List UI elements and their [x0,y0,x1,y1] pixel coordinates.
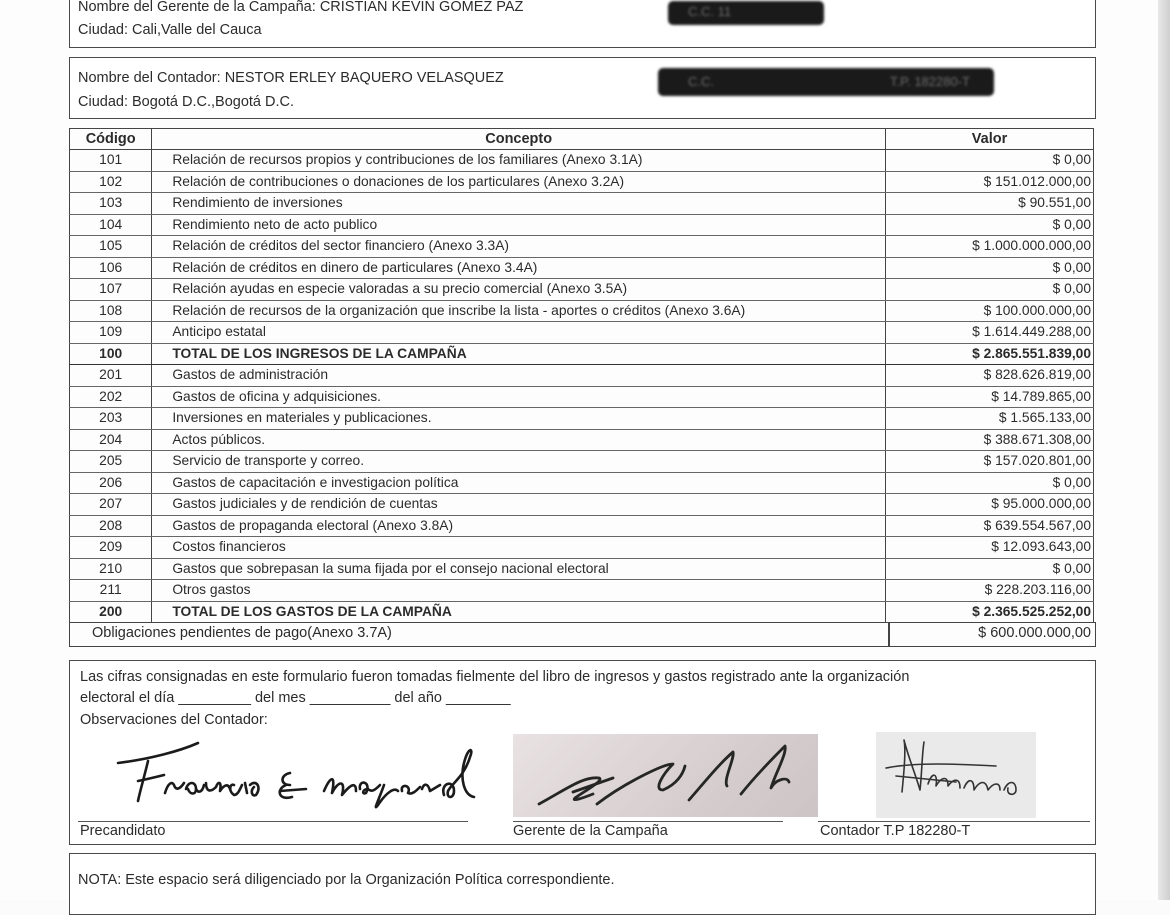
contador-caption: Contador T.P 182280-T [820,823,971,839]
row-concept: Anticipo estatal [152,322,886,344]
row-value: $ 95.000.000,00 [886,494,1094,516]
row-code: 206 [70,472,152,494]
certification-line-2: electoral el día _________ del mes __________ del año ________ [80,690,511,706]
nota-box [69,853,1096,915]
row-concept: Costos financieros [152,537,886,559]
contador-cc-text: C.C. [688,74,714,89]
row-value: $ 388.671.308,00 [886,429,1094,451]
precandidato-caption: Precandidato [80,823,166,839]
row-concept: Gastos de administración [152,365,886,387]
row-code: 204 [70,429,152,451]
row-code: 209 [70,537,152,559]
row-code: 201 [70,365,152,387]
table-row [70,386,1094,408]
table-row [70,365,1094,387]
observaciones-label: Observaciones del Contador: [80,712,268,728]
contador-signature [876,732,1036,818]
table-body [70,150,1094,623]
table-row [70,214,1094,236]
row-value: $ 828.626.819,00 [886,365,1094,387]
row-value: $ 0,00 [886,279,1094,301]
row-value: $ 2.365.525.252,00 [886,601,1094,623]
obligaciones-divider [888,623,890,646]
gerente-label: Nombre del Gerente de la Campaña: [78,0,316,15]
row-value: $ 151.012.000,00 [886,171,1094,193]
gerente-signature [513,734,818,817]
row-value: $ 0,00 [886,214,1094,236]
gerente-city-label: Ciudad: [78,22,128,38]
row-value: $ 90.551,00 [886,193,1094,215]
header-code: Código [70,129,152,150]
gerente-id-redacted: C.C. 11 [668,1,824,25]
header-value: Valor [886,129,1094,150]
contador-signature-strokes [876,732,1036,818]
table-header-row [70,129,1094,150]
row-concept: Rendimiento neto de acto publico [152,214,886,236]
gerente-caption: Gerente de la Campaña [513,823,668,839]
page-edge-shadow [1158,0,1170,900]
row-code: 207 [70,494,152,516]
row-code: 103 [70,193,152,215]
row-concept: Gastos de oficina y adquisiciones. [152,386,886,408]
row-code: 210 [70,558,152,580]
table-row [70,236,1094,258]
row-code: 104 [70,214,152,236]
contador-city: Bogotá D.C.,Bogotá D.C. [132,94,295,110]
contador-box [69,57,1096,119]
row-concept: Servicio de transporte y correo. [152,451,886,473]
row-value: $ 100.000.000,00 [886,300,1094,322]
row-concept: Relación ayudas en especie valoradas a su precio comercial (Anexo 3.5A) [152,279,886,301]
row-value: $ 639.554.567,00 [886,515,1094,537]
row-value: $ 1.565.133,00 [886,408,1094,430]
table-row [70,300,1094,322]
table-row [70,193,1094,215]
precandidato-signature [110,733,490,823]
row-code: 200 [70,601,152,623]
header-concept: Concepto [152,129,886,150]
obligaciones-row [69,622,1096,647]
gerente-signature-line [513,821,783,822]
contador-tp-text: T.P. 182280-T [890,74,970,89]
row-concept: Relación de créditos del sector financiero (Anexo 3.3A) [152,236,886,258]
row-code: 107 [70,279,152,301]
total-row [70,601,1094,623]
contador-label: Nombre del Contador: [78,70,221,86]
row-concept: Actos públicos. [152,429,886,451]
contador-name: NESTOR ERLEY BAQUERO VELASQUEZ [224,70,504,86]
row-value: $ 1.000.000.000,00 [886,236,1094,258]
income-expense-table [69,128,1094,623]
row-code: 205 [70,451,152,473]
row-concept: TOTAL DE LOS GASTOS DE LA CAMPAÑA [152,601,886,623]
table-row [70,537,1094,559]
row-concept: Inversiones en materiales y publicaciones. [152,408,886,430]
table-row [70,472,1094,494]
row-value: $ 2.865.551.839,00 [886,343,1094,365]
row-code: 109 [70,322,152,344]
row-code: 101 [70,150,152,172]
gerente-name: CRISTIAN KEVIN GOMEZ PAZ [319,0,524,15]
row-concept: Rendimiento de inversiones [152,193,886,215]
row-value: $ 0,00 [886,257,1094,279]
row-code: 203 [70,408,152,430]
table-row [70,171,1094,193]
table-row [70,322,1094,344]
row-value: $ 12.093.643,00 [886,537,1094,559]
table-row [70,150,1094,172]
row-code: 202 [70,386,152,408]
gerente-name-line [78,0,523,15]
table-row [70,279,1094,301]
row-concept: Relación de créditos en dinero de particulares (Anexo 3.4A) [152,257,886,279]
row-code: 108 [70,300,152,322]
table-row [70,494,1094,516]
row-value: $ 14.789.865,00 [886,386,1094,408]
table-row [70,580,1094,602]
certification-box [69,660,1096,845]
certification-line-1: Las cifras consignadas en este formulario fueron tomadas fielmente del libro de ingresos y gastos registrado ante la organización [80,669,910,685]
row-concept: Relación de recursos propios y contribuciones de los familiares (Anexo 3.1A) [152,150,886,172]
obligaciones-label: Obligaciones pendientes de pago(Anexo 3.7A) [92,625,392,641]
obligaciones-value: $ 600.000.000,00 [978,625,1091,641]
row-code: 211 [70,580,152,602]
table-row [70,408,1094,430]
gerente-box [69,0,1096,48]
row-concept: Otros gastos [152,580,886,602]
row-code: 106 [70,257,152,279]
table-row [70,451,1094,473]
row-value: $ 228.203.116,00 [886,580,1094,602]
row-concept: Gastos que sobrepasan la suma fijada por el consejo nacional electoral [152,558,886,580]
nota-text: NOTA: Este espacio será diligenciado por la Organización Política correspondiente. [78,872,615,888]
contador-id-redacted [658,68,994,96]
row-code: 100 [70,343,152,365]
row-code: 102 [70,171,152,193]
contador-name-line [78,70,504,86]
table-row [70,558,1094,580]
row-concept: Relación de contribuciones o donaciones de los particulares (Anexo 3.2A) [152,171,886,193]
contador-signature-line [818,821,1090,822]
table-row [70,429,1094,451]
row-concept: Relación de recursos de la organización que inscribe la lista - aportes o créditos (Anexo 3.6A) [152,300,886,322]
gerente-signature-strokes [513,734,818,817]
row-concept: Gastos judiciales y de rendición de cuentas [152,494,886,516]
contador-city-label: Ciudad: [78,94,128,110]
row-value: $ 157.020.801,00 [886,451,1094,473]
row-code: 105 [70,236,152,258]
contador-city-line [78,94,294,110]
row-value: $ 0,00 [886,150,1094,172]
table-row [70,515,1094,537]
row-code: 208 [70,515,152,537]
row-value: $ 0,00 [886,472,1094,494]
precandidato-signature-line [78,821,468,822]
row-concept: TOTAL DE LOS INGRESOS DE LA CAMPAÑA [152,343,886,365]
row-concept: Gastos de propaganda electoral (Anexo 3.8A) [152,515,886,537]
row-concept: Gastos de capacitación e investigacion política [152,472,886,494]
table-row [70,257,1094,279]
row-value: $ 0,00 [886,558,1094,580]
total-row [70,343,1094,365]
gerente-city-line [78,22,262,38]
gerente-city: Cali,Valle del Cauca [132,22,262,38]
row-value: $ 1.614.449.288,00 [886,322,1094,344]
